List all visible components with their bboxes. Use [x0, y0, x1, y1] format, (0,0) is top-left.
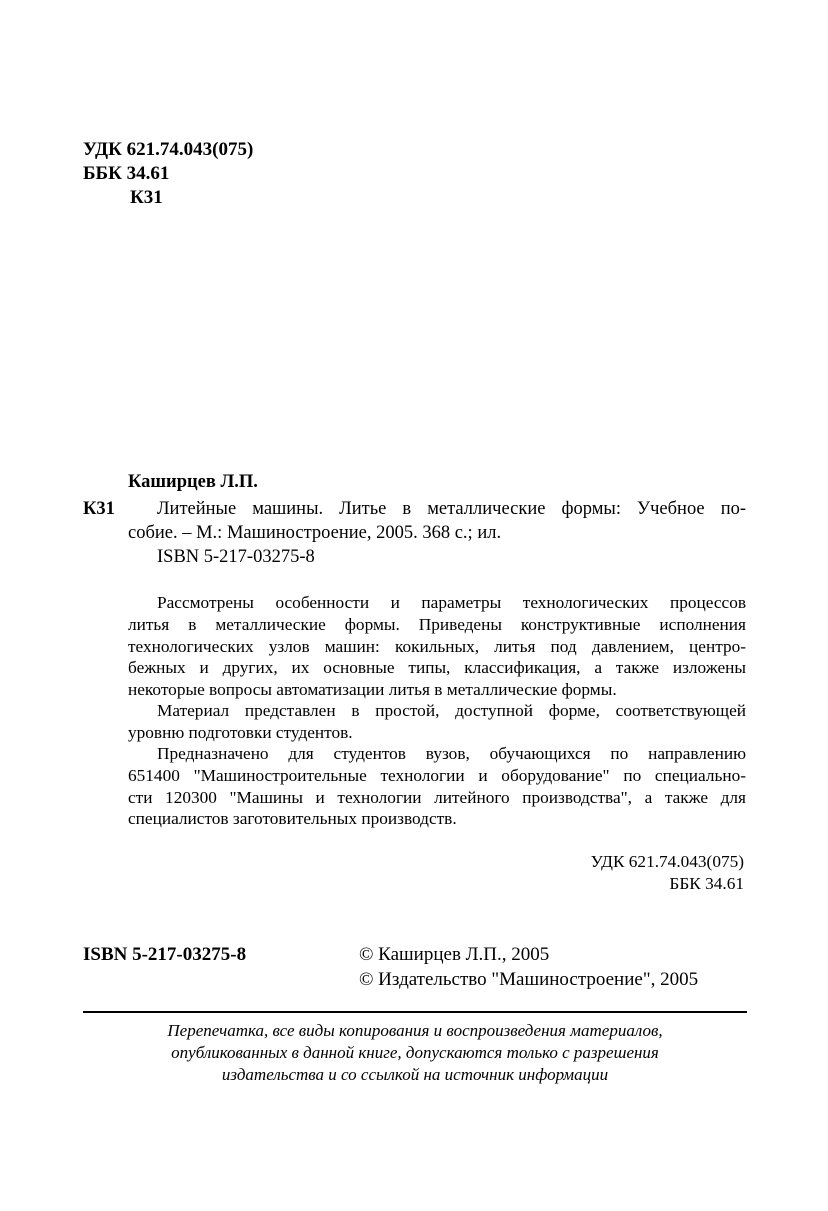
abstract-p2-line-2: уровню подготовки студентов.	[128, 723, 353, 742]
abstract-p2-line-1: Материал представлен в простой, доступной форме, соответствующей	[157, 701, 746, 720]
copyright-publisher: © Издательство "Машиностроение", 2005	[359, 969, 699, 990]
abstract-p1-body	[128, 614, 746, 700]
notice-line-1: Перепечатка, все виды копирования и воспроизведения материалов,	[167, 1021, 663, 1040]
abstract-p1-line-2: литья в металлические формы. Приведены конструктивные исполнения	[128, 615, 746, 634]
footer-isbn: ISBN 5-217-03275-8	[83, 944, 247, 965]
notice-line-3: издательства и со ссылкой на источник информации	[221, 1065, 609, 1084]
entry-title-line-1: Литейные машины. Литье в металлические формы: Учебное по-	[157, 499, 746, 519]
bottom-bbk: ББК 34.61	[669, 874, 744, 893]
abstract-p3-line-4: специалистов заготовительных производств.	[128, 809, 457, 829]
abstract-p3-body	[128, 765, 746, 830]
notice-line-2: опубликованных в данной книге, допускаются только с разрешения	[171, 1043, 659, 1062]
entry-isbn: ISBN 5-217-03275-8	[157, 547, 315, 567]
entry-title-line-2: собие. – М.: Машиностроение, 2005. 368 с.; ил.	[128, 523, 502, 543]
abstract-p3-line-1: Предназначено для студентов вузов, обучающихся по направлению	[157, 744, 746, 763]
abstract-p1-line-5: некоторые вопросы автоматизации литья в металлические формы.	[128, 679, 617, 699]
author-mark: К31	[130, 187, 163, 208]
abstract-p3-line-2: 651400 "Машиностроительные технологии и оборудование" по специально-	[128, 766, 746, 785]
abstract-p1-line-3: технологических узлов машин: кокильных, литья под давлением, центро-	[128, 636, 746, 656]
copyright-author: © Каширцев Л.П., 2005	[359, 944, 550, 965]
bbk-code: ББК 34.61	[83, 163, 170, 184]
entry-author: Каширцев Л.П.	[128, 472, 258, 492]
divider-rule	[83, 1011, 747, 1013]
abstract-p1-line-4: бежных и других, их основные типы, классификация, а также изложены	[128, 658, 746, 678]
bottom-udk: УДК 621.74.043(075)	[590, 852, 744, 871]
udk-code: УДК 621.74.043(075)	[83, 139, 254, 160]
entry-mark: К31	[83, 499, 115, 519]
abstract-p1-line-1: Рассмотрены особенности и параметры технологических процессов	[157, 593, 746, 612]
abstract-p3-line-3: сти 120300 "Машины и технологии литейного производства", а также для	[128, 787, 746, 807]
